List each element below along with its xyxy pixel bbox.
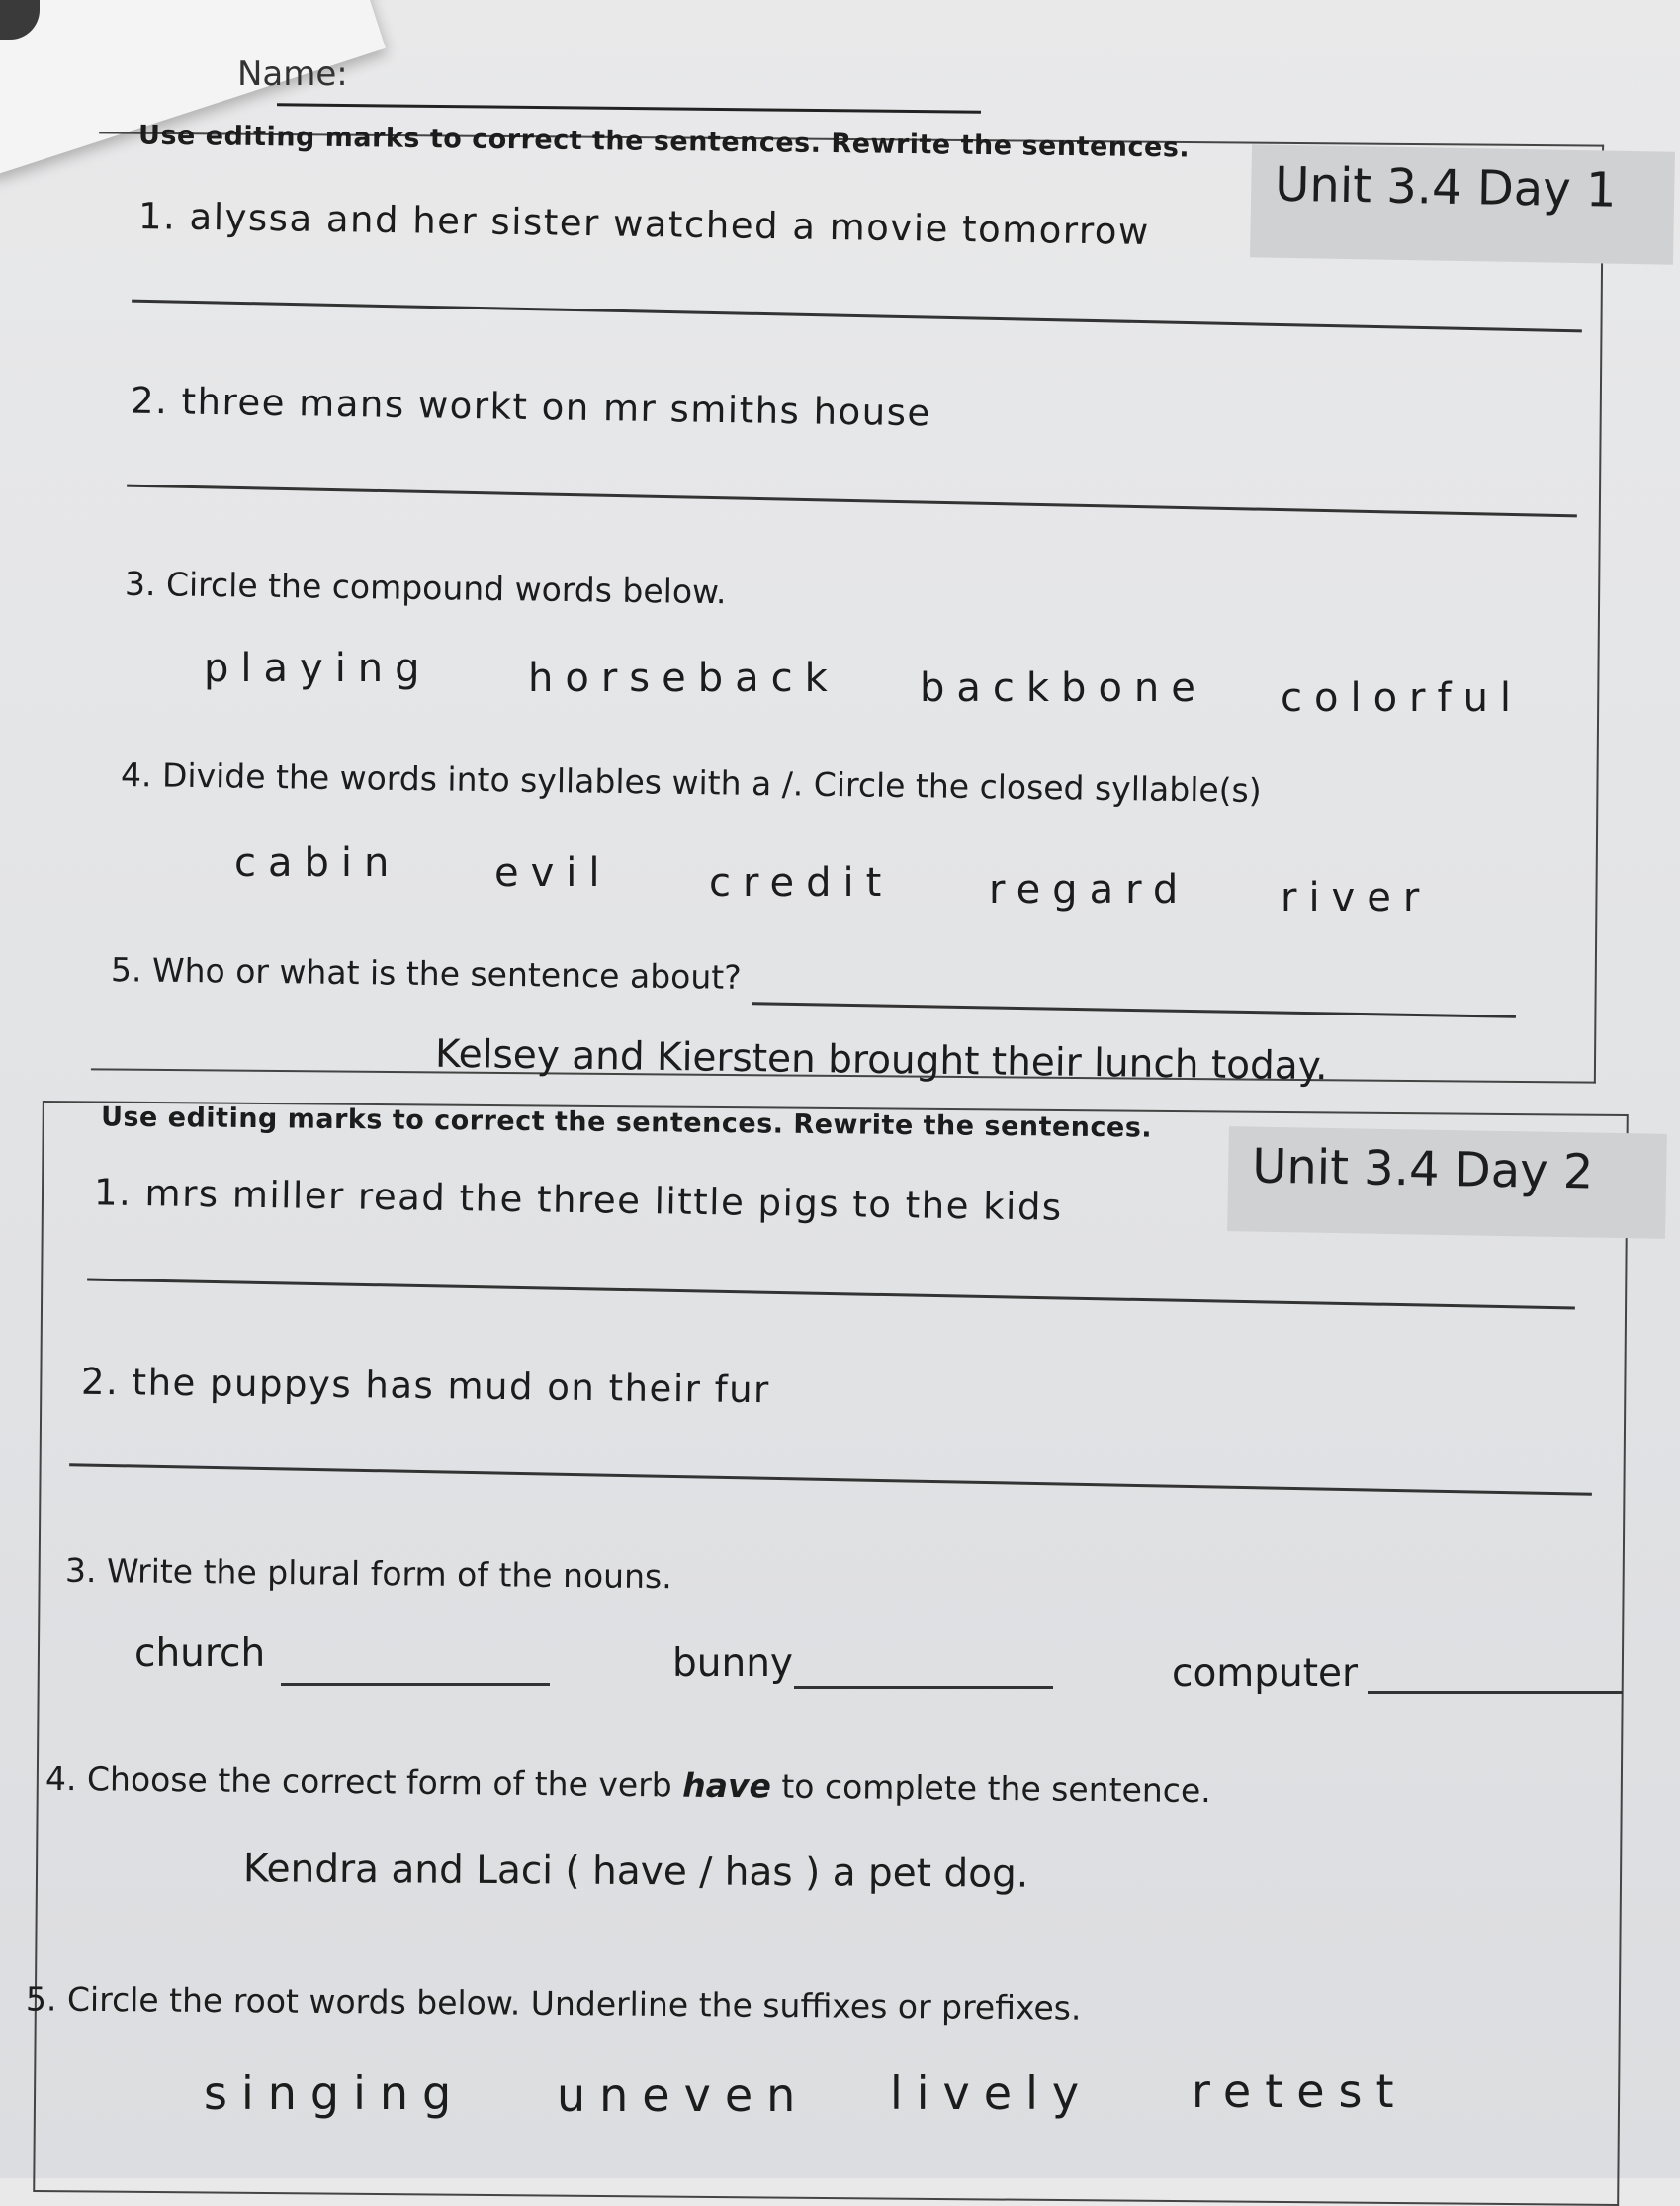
compound-word-2[interactable]: horseback <box>528 656 840 701</box>
plural-answer-line-1[interactable] <box>281 1683 550 1686</box>
day1-question-2: 2. three mans workt on mr smiths house <box>130 379 932 435</box>
plural-answer-line-3[interactable] <box>1368 1691 1623 1694</box>
name-label: Name: <box>237 54 348 94</box>
plural-word-1: church <box>134 1632 266 1676</box>
name-line <box>277 103 981 113</box>
plural-word-3: computer <box>1172 1651 1359 1696</box>
q4-prompt-start: 4. Choose the correct form of the verb <box>44 1758 672 1805</box>
root-word-2[interactable]: uneven <box>557 2069 810 2122</box>
compound-word-3[interactable]: backbone <box>920 665 1207 711</box>
syllable-word-3[interactable]: credit <box>709 860 894 906</box>
day2-question-4-sentence[interactable]: Kendra and Laci ( have / has ) a pet dog. <box>242 1846 1029 1897</box>
day1-question-1: 1. alyssa and her sister watched a movie tomorrow <box>137 194 1151 254</box>
root-word-4[interactable]: retest <box>1192 2065 1408 2118</box>
day2-unit-title: Unit 3.4 Day 2 <box>1227 1126 1667 1239</box>
day1-question-5-prompt: 5. Who or what is the sentence about? <box>110 950 742 997</box>
syllable-word-4[interactable]: regard <box>989 867 1191 913</box>
root-word-1[interactable]: singing <box>204 2067 466 2120</box>
compound-word-1[interactable]: playing <box>204 646 432 691</box>
syllable-word-5[interactable]: river <box>1281 875 1432 921</box>
day2-question-1: 1. mrs miller read the three little pigs to the kids <box>93 1171 1063 1229</box>
q4-verb: have <box>681 1765 772 1806</box>
day1-question-5-sentence: Kelsey and Kiersten brought their lunch today. <box>434 1031 1328 1090</box>
day2-question-2: 2. the puppys has mud on their fur <box>80 1360 771 1412</box>
day1-question-3-prompt: 3. Circle the compound words below. <box>124 564 727 612</box>
compound-word-4[interactable]: colorful <box>1281 675 1524 721</box>
day2-question-5-prompt: 5. Circle the root words below. Underline the suffixes or prefixes. <box>25 1980 1082 2028</box>
day1-unit-title: Unit 3.4 Day 1 <box>1250 144 1675 264</box>
day2-instructions: Use editing marks to correct the sentences. Rewrite the sentences. <box>100 1102 1153 1144</box>
day1-instructions: Use editing marks to correct the sentences. Rewrite the sentences. <box>137 120 1191 164</box>
day2-question-3-prompt: 3. Write the plural form of the nouns. <box>64 1550 672 1597</box>
syllable-word-1[interactable]: cabin <box>234 840 401 886</box>
root-word-3[interactable]: lively <box>890 2067 1094 2120</box>
plural-word-2: bunny <box>672 1641 793 1686</box>
day1-box <box>91 132 1604 1083</box>
plural-answer-line-2[interactable] <box>794 1686 1053 1689</box>
day1-question-4-prompt: 4. Divide the words into syllables with a /. Circle the closed syllable(s) <box>120 754 1262 811</box>
syllable-word-2[interactable]: evil <box>494 850 612 896</box>
day2-box <box>33 1101 1629 2206</box>
q4-prompt-end: to complete the sentence. <box>781 1766 1211 1810</box>
